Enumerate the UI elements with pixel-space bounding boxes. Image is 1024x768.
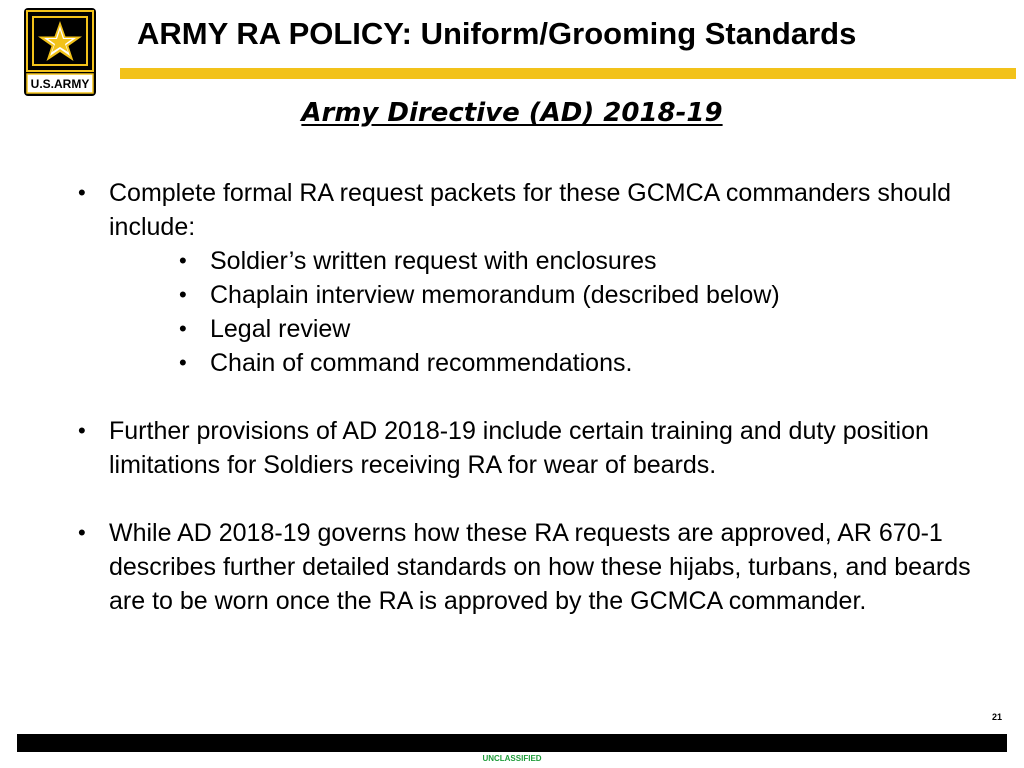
slide-subtitle: Army Directive (AD) 2018-19 bbox=[301, 98, 723, 128]
sub-bullet-text: Legal review bbox=[210, 315, 351, 343]
sub-bullet-text: Chaplain interview memorandum (described below) bbox=[210, 281, 780, 309]
sub-bullet-list bbox=[78, 244, 978, 380]
title-divider bbox=[120, 68, 1016, 79]
sub-bullet-item bbox=[78, 244, 978, 278]
bullet-item bbox=[78, 516, 978, 618]
sub-bullet-item bbox=[78, 346, 978, 380]
logo-wordmark: U.S.ARMY bbox=[30, 77, 90, 91]
bullet-text: While AD 2018-19 governs how these RA requests are approved, AR 670-1 describes further detailed standards on how these hijabs, turbans, and beards are to be worn once the RA is approved by the GCMCA commander. bbox=[109, 519, 971, 615]
page-number: 21 bbox=[991, 712, 1002, 722]
sub-bullet-text: Soldier’s written request with enclosures bbox=[210, 247, 657, 275]
bullet-icon: • bbox=[78, 418, 86, 443]
bullet-icon: • bbox=[179, 316, 187, 341]
bullet-icon: • bbox=[179, 282, 187, 307]
bullet-item bbox=[78, 414, 978, 482]
army-star-logo-icon bbox=[24, 8, 96, 96]
sub-bullet-item bbox=[78, 312, 978, 346]
bullet-text: Further provisions of AD 2018-19 include certain training and duty position limitations for Soldiers receiving RA for wear of beards. bbox=[109, 417, 929, 479]
bullet-icon: • bbox=[179, 350, 187, 375]
page-title: ARMY RA POLICY: Uniform/Grooming Standards bbox=[137, 16, 857, 51]
footer-bar bbox=[17, 734, 1007, 752]
bullet-icon: • bbox=[179, 248, 187, 273]
slide-body bbox=[78, 176, 978, 618]
bullet-icon: • bbox=[78, 520, 86, 545]
bullet-item bbox=[78, 176, 978, 244]
sub-bullet-item bbox=[78, 278, 978, 312]
classification-marking: UNCLASSIFIED bbox=[482, 754, 542, 763]
bullet-text: Complete formal RA request packets for these GCMCA commanders should include: bbox=[109, 179, 952, 241]
sub-bullet-text: Chain of command recommendations. bbox=[210, 349, 633, 377]
bullet-icon: • bbox=[78, 180, 86, 205]
